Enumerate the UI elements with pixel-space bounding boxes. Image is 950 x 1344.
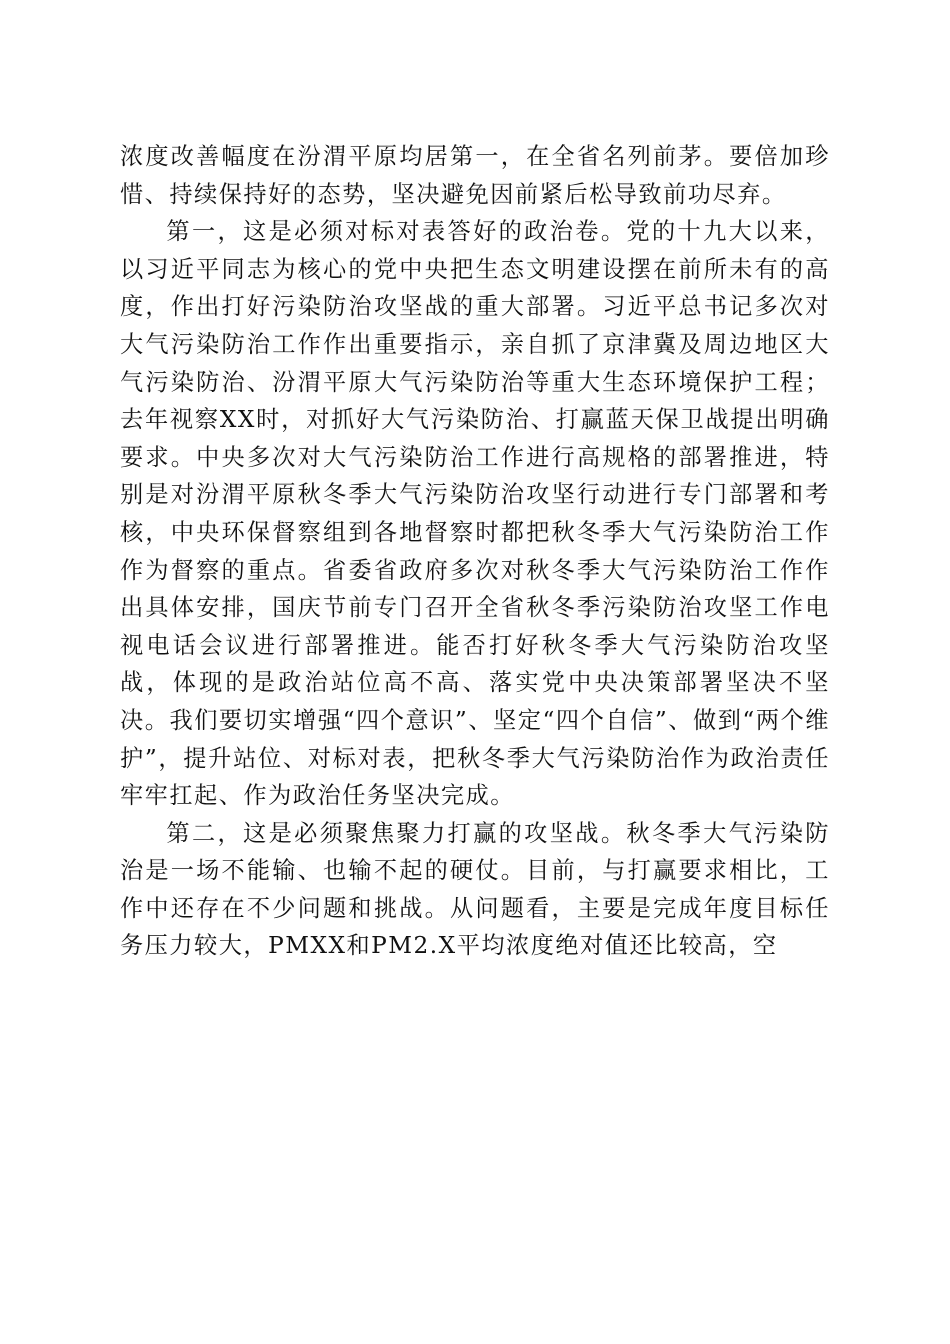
paragraph-continuation: 浓度改善幅度在汾渭平原均居第一，在全省名列前茅。要倍加珍惜、持续保持好的态势，坚决避免因前紧后松导致前功尽弃。 — [120, 143, 830, 208]
paragraph-tough-battle: 第二，这是必须聚焦聚力打赢的攻坚战。秋冬季大气污染防治是一场不能输、也输不起的硬仗。目前，与打赢要求相比，工作中还存在不少问题和挑战。从问题看，主要是完成年度目标任务压力较大，PMXX和PM2.X平均浓度绝对值还比较高，空 — [120, 819, 830, 960]
paragraph-political-task: 第一，这是必须对标对表答好的政治卷。党的十九大以来，以习近平同志为核心的党中央把生态文明建设摆在前所未有的高度，作出打好污染防治攻坚战的重大部署。习近平总书记多次对大气污染防治工作作出重要指示，亲自抓了京津冀及周边地区大气污染防治、汾渭平原大气污染防治等重大生态环境保护工程；去年视察XX时，对抓好大气污染防治、打赢蓝天保卫战提出明确要求。中央多次对大气污染防治工作进行高规格的部署推进，特别是对汾渭平原秋冬季大气污染防治攻坚行动进行专门部署和考核，中央环保督察组到各地督察时都把秋冬季大气污染防治工作作为督察的重点。省委省政府多次对秋冬季大气污染防治工作作出具体安排，国庆节前专门召开全省秋冬季污染防治攻坚工作电视电话会议进行部署推进。能否打好秋冬季大气污染防治攻坚战，体现的是政治站位高不高、落实党中央决策部署坚决不坚决。我们要切实增强“四个意识”、坚定“四个自信”、做到“两个维护”，提升站位、对标对表，把秋冬季大气污染防治作为政治责任牢牢扛起、作为政治任务坚决完成。 — [120, 218, 830, 810]
document-body — [120, 138, 830, 965]
